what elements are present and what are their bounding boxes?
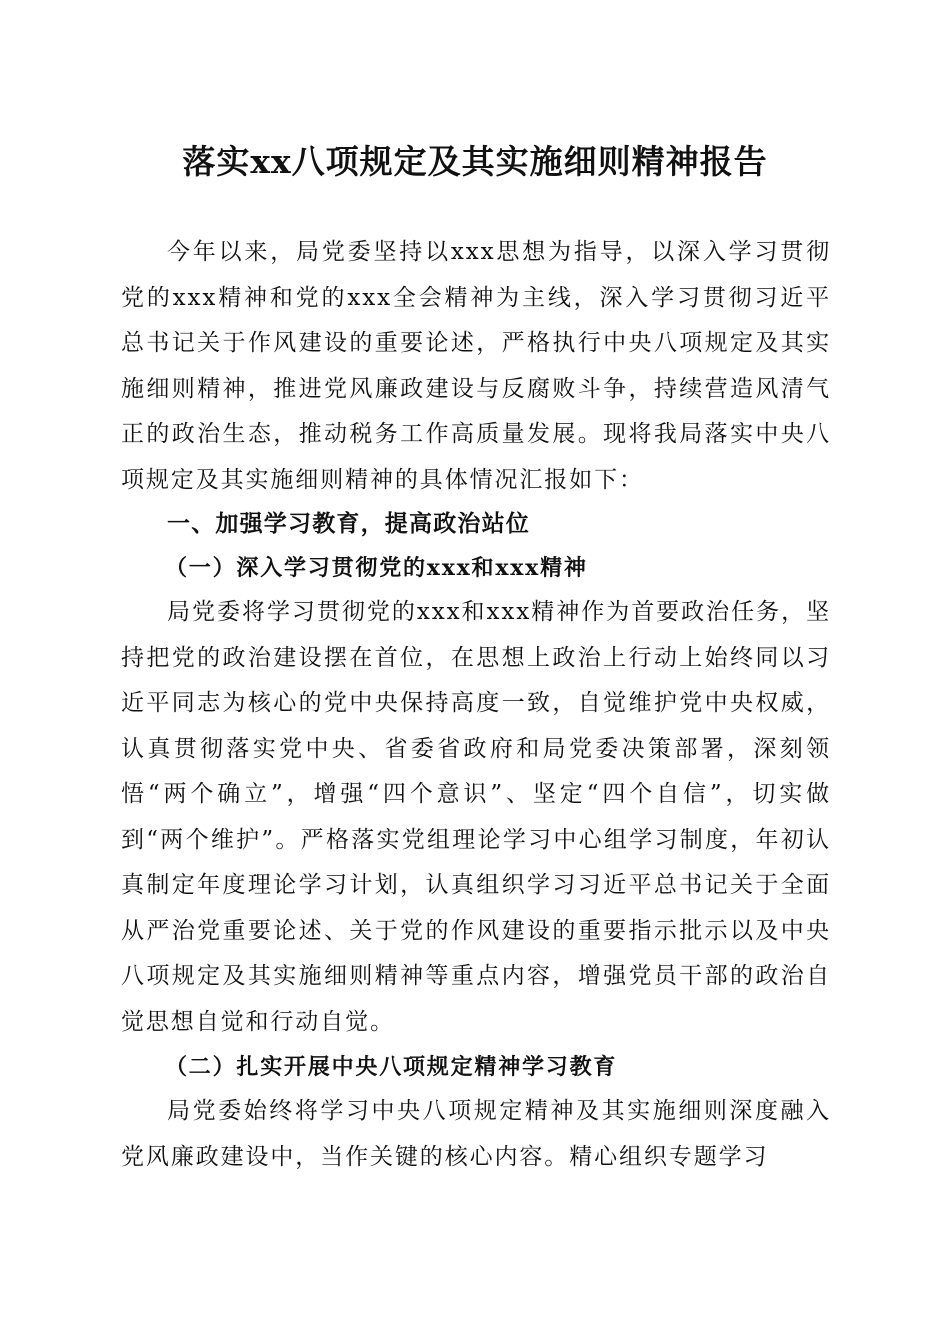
subsection-heading-1: （一）深入学习贯彻党的xxx和xxx精神 xyxy=(165,555,588,581)
intro-paragraph: 今年以来，局党委坚持以xxx思想为指导，以深入学习贯彻党的xxx精神和党的xxx全会精神为主线，深入学习贯彻习近平总书记关于作风建设的重要论述，严格执行中央八项规定及其实施细则精神，推进党风廉政建设与反腐败斗争，持续营造风清气正的政治生态，推动税务工作高质量发展。现将我局落实中央八项规定及其实施细则精神的具体情况汇报如下： xyxy=(121,239,831,493)
document-body xyxy=(121,230,831,1180)
section-heading-1: 一、加强学习教育，提高政治站位 xyxy=(167,511,530,537)
subsection-heading-2: （二）扎实开展中央八项规定精神学习教育 xyxy=(165,1054,618,1080)
subsection-1-paragraph: 局党委将学习贯彻党的xxx和xxx精神作为首要政治任务，坚持把党的政治建设摆在首位，在思想上政治上行动上始终同以习近平同志为核心的党中央保持高度一致，自觉维护党中央权威，认真贯彻落实党中央、省委省政府和局党委决策部署，深刻领悟“两个确立”，增强“四个意识”、坚定“四个自信”，切实做到“两个维护”。严格落实党组理论学习中心组学习制度，年初认真制定年度理论学习计划，认真组织学习习近平总书记关于全面从严治党重要论述、关于党的作风建设的重要指示批示以及中央八项规定及其实施细则精神等重点内容，增强党员干部的政治自觉思想自觉和行动自觉。 xyxy=(121,599,831,1035)
document-title: 落实xx八项规定及其实施细则精神报告 xyxy=(182,142,768,181)
subsection-2-paragraph: 局党委始终将学习中央八项规定精神及其实施细则深度融入党风廉政建设中，当作关键的核心内容。精心组织专题学习 xyxy=(121,1098,831,1170)
